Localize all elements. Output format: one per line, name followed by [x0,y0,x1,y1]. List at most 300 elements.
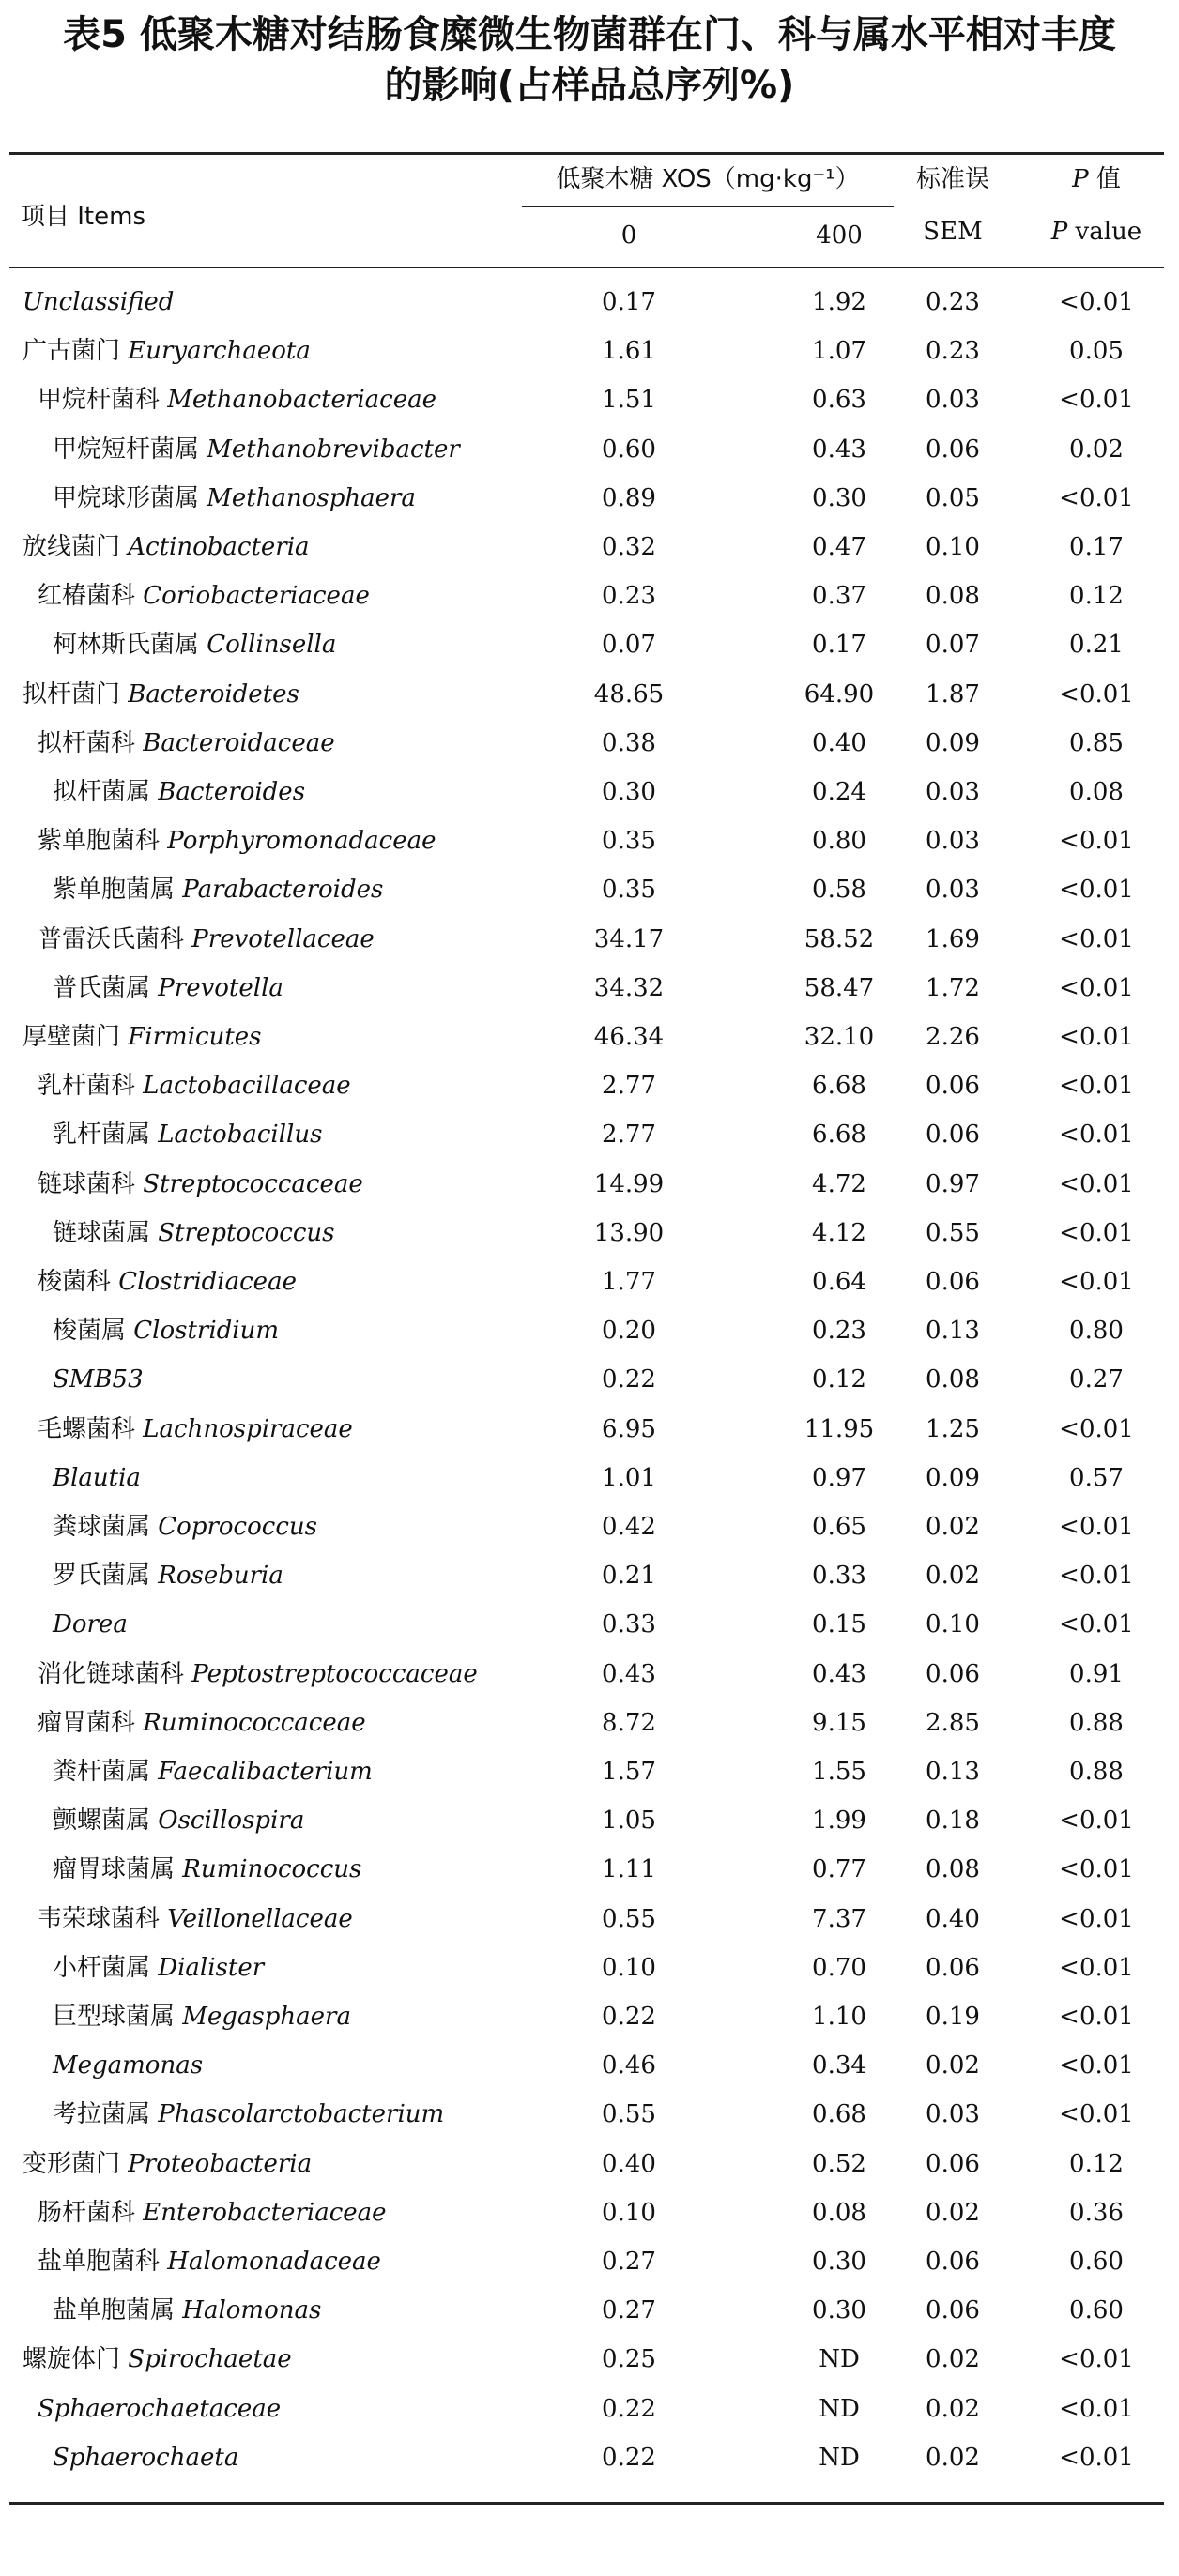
taxon-name [53,1502,317,1551]
xos-400-value: 1.07 [812,337,866,366]
table-row [0,2041,1179,2090]
p-value: <0.01 [1059,1513,1134,1541]
taxon-name-latin: Proteobacteria [128,2149,313,2178]
table-row [0,2188,1179,2237]
header-sem-en: SEM [923,218,983,246]
table-row [0,1600,1179,1649]
taxon-name [23,2335,292,2384]
xos-400-value: 0.30 [812,483,866,512]
taxon-name-latin: Coriobacteriaceae [143,582,370,611]
xos-400-value: 0.15 [812,1610,866,1639]
taxon-name-latin: SMB53 [53,1365,144,1395]
xos-400-value: 11.95 [804,1414,875,1443]
taxon-name-latin: Megasphaera [182,2003,351,2031]
taxon-name-latin: Lachnospiraceae [143,1414,353,1443]
taxon-name-latin: Streptococcus [158,1218,335,1247]
sem-value: 1.72 [926,973,980,1002]
sem-value: 0.13 [926,1317,980,1346]
sem-value: 0.02 [926,1562,980,1591]
sem-value: 0.06 [926,434,980,464]
xos-400-value: 0.30 [812,2248,866,2276]
taxon-name [53,1943,264,1992]
xos-0-value: 0.27 [602,2248,656,2276]
xos-400-value: 0.97 [812,1463,866,1492]
table-row [0,1160,1179,1209]
p-value: <0.01 [1059,2394,1134,2423]
xos-0-value: 0.10 [602,2198,656,2227]
taxon-name-cn: 紫单胞菌属 [53,876,183,905]
table-row [0,1845,1179,1894]
header-items-label: 项目 Items [21,203,145,231]
taxon-name [53,865,383,914]
taxon-name-latin: Spirochaetae [128,2345,292,2374]
xos-0-value: 0.43 [602,1659,656,1688]
sem-value: 0.40 [926,1904,980,1933]
p-value: <0.01 [1059,2100,1134,2129]
xos-0-value: 0.22 [602,2394,656,2423]
taxon-name-latin: Sphaerochaetaceae [38,2394,282,2423]
taxon-name-cn: 拟杆菌门 [23,679,129,709]
taxon-name-cn: 罗氏菌属 [53,1562,159,1591]
sem-value: 0.09 [926,1463,980,1492]
taxon-name-cn: 链球菌科 [38,1169,144,1198]
sem-value: 1.69 [926,924,980,953]
p-value: <0.01 [1059,2051,1134,2081]
xos-0-value: 0.07 [602,631,656,660]
table-row [0,1551,1179,1600]
sem-value: 0.02 [926,1513,980,1541]
p-value: <0.01 [1059,973,1134,1002]
xos-400-value: 0.17 [812,631,866,660]
taxon-name-latin: Ruminococcaceae [143,1708,366,1737]
taxon-name [53,2286,321,2335]
xos-0-value: 0.46 [602,2051,656,2081]
xos-0-value: 0.32 [602,533,656,561]
sem-value: 0.06 [926,1953,980,1982]
xos-400-value: 0.34 [812,2051,866,2081]
xos-400-value: 0.30 [812,2296,866,2325]
taxon-name-latin: Parabacteroides [182,876,384,905]
taxon-name-cn: 巨型球菌属 [53,2003,183,2031]
p-value: 0.08 [1069,778,1124,806]
taxon-name-latin: Halomonas [182,2296,322,2325]
taxon-name-cn: 盐单胞菌属 [53,2296,183,2325]
taxon-name-latin: Bacteroidetes [128,679,299,709]
taxon-name [53,2041,203,2090]
taxon-name-cn: 瘤胃菌科 [38,1708,144,1737]
taxon-name [38,1061,351,1110]
sem-value: 1.25 [926,1414,980,1443]
xos-0-value: 13.90 [593,1218,665,1247]
table-row [0,1895,1179,1943]
table-row [0,327,1179,375]
taxon-name-latin: Bacteroides [158,778,306,806]
header-xos-label: 低聚木糖 XOS（mg·kg⁻¹） [556,165,860,193]
table-row [0,620,1179,669]
xos-0-value: 1.11 [602,1855,656,1884]
header-p-en-label: value [1067,218,1142,246]
taxon-name [53,620,336,669]
p-value: <0.01 [1059,1610,1134,1639]
p-value: 0.12 [1069,2149,1124,2178]
taxon-name-latin: Lactobacillaceae [143,1072,351,1101]
xos-400-value: 0.65 [812,1513,866,1541]
p-value: <0.01 [1059,827,1134,856]
xos-0-value: 2.77 [602,1120,656,1150]
sem-value: 0.03 [926,2100,980,2129]
xos-400-value: 1.10 [812,2003,866,2031]
taxon-name-latin: Methanobacteriaceae [167,386,436,415]
table-row [0,1013,1179,1061]
table-row [0,1355,1179,1404]
taxon-name-cn: 拟杆菌属 [53,778,159,806]
taxon-name [53,1454,141,1502]
taxon-name-latin: Faecalibacterium [158,1758,373,1786]
sem-value: 0.07 [926,631,980,660]
taxon-name-latin: Ruminococcus [182,1855,362,1884]
taxon-name-latin: Dorea [53,1610,128,1639]
xos-400-value: 0.64 [812,1268,866,1296]
p-value: <0.01 [1059,1023,1134,1051]
taxon-name-cn: 消化链球菌科 [38,1659,192,1688]
sem-value: 0.02 [926,2345,980,2374]
p-value: <0.01 [1059,386,1134,415]
taxon-name [38,375,436,424]
taxon-name-latin: Oscillospira [158,1806,305,1836]
header-xos-0: 0 [620,221,637,250]
sem-value: 0.06 [926,2248,980,2276]
xos-0-value: 0.42 [602,1513,656,1541]
taxon-name [38,915,375,964]
taxon-name-latin: Unclassified [23,288,175,316]
xos-0-value: 0.38 [602,728,656,757]
table-row [0,1061,1179,1110]
xos-0-value: 48.65 [593,679,665,709]
taxon-name-cn: 梭菌属 [53,1317,134,1346]
taxon-name-latin: Clostridium [133,1317,280,1346]
p-value: <0.01 [1059,924,1134,953]
sem-value: 0.13 [926,1758,980,1786]
taxon-name [53,1110,322,1159]
xos-400-value: 0.68 [812,2100,866,2129]
taxon-name-latin: Prevotella [158,973,283,1002]
xos-400-value: 0.70 [812,1953,866,1982]
xos-400-value: 0.43 [812,1659,866,1688]
taxon-name-cn: 甲烷短杆菌属 [53,434,207,464]
taxon-name-latin: Roseburia [158,1562,283,1591]
p-value: <0.01 [1059,2003,1134,2031]
sem-value: 0.06 [926,1659,980,1688]
sem-value: 0.18 [926,1806,980,1836]
sem-value: 0.97 [926,1169,980,1198]
sem-value: 0.55 [926,1218,980,1247]
p-value: 0.02 [1069,434,1124,464]
xos-400-value: 58.47 [804,973,875,1002]
table-row [0,2385,1179,2433]
table-row [0,1454,1179,1502]
taxon-name [53,1992,351,2041]
taxon-name-cn: 乳杆菌科 [38,1072,144,1101]
xos-400-value: ND [819,2345,860,2374]
p-value: <0.01 [1059,1904,1134,1933]
taxon-name-latin: Enterobacteriaceae [143,2198,387,2227]
table-row [0,1796,1179,1845]
xos-400-value: 4.12 [812,1218,866,1247]
taxon-name-latin: Megamonas [53,2051,204,2081]
taxon-name-latin: Peptostreptococcaceae [191,1659,478,1688]
header-p-cn-italic: P [1072,165,1089,193]
sem-value: 0.03 [926,778,980,806]
xos-0-value: 0.89 [602,483,656,512]
taxon-name [23,327,311,375]
p-value: 0.17 [1069,533,1124,561]
taxon-name-cn: 链球菌属 [53,1218,159,1247]
taxon-name-cn: 厚壁菌门 [23,1023,129,1051]
xos-0-value: 2.77 [602,1072,656,1101]
taxon-name [38,1405,353,1454]
p-value: <0.01 [1059,2443,1134,2472]
p-value: 0.57 [1069,1463,1124,1492]
taxon-name-latin: Firmicutes [128,1023,262,1051]
sem-value: 0.08 [926,1365,980,1395]
p-value: 0.88 [1069,1758,1124,1786]
taxon-name-cn: 普雷沃氏菌科 [38,924,192,953]
xos-400-value: 6.68 [812,1072,866,1101]
table-row [0,1943,1179,1992]
sem-value: 0.02 [926,2394,980,2423]
taxon-name-latin: Lactobacillus [158,1120,323,1150]
taxon-name-cn: 甲烷杆菌科 [38,386,168,415]
p-value: <0.01 [1059,1268,1134,1296]
xos-0-value: 1.57 [602,1758,656,1786]
taxon-name [53,2433,238,2482]
sem-value: 0.10 [926,533,980,561]
taxon-name-cn: 梭菌科 [38,1268,119,1296]
table-row [0,2140,1179,2188]
taxon-name [38,1650,478,1699]
taxon-name-latin: Collinsella [207,631,337,660]
xos-400-value: 0.23 [812,1317,866,1346]
xos-400-value: 0.80 [812,827,866,856]
table-row [0,670,1179,719]
taxon-name-cn: 瘤胃球菌属 [53,1855,183,1884]
sem-value: 0.03 [926,386,980,415]
taxon-name-cn: 小杆菌属 [53,1953,159,1982]
table-row [0,474,1179,523]
xos-0-value: 0.22 [602,2003,656,2031]
p-value: <0.01 [1059,1953,1134,1982]
sem-value: 0.08 [926,582,980,611]
taxon-name-latin: Actinobacteria [128,533,310,561]
taxon-name [53,964,283,1013]
p-value: <0.01 [1059,1806,1134,1836]
table-row [0,2433,1179,2482]
table-row [0,1110,1179,1159]
xos-0-value: 0.23 [602,582,656,611]
xos-400-value: 0.24 [812,778,866,806]
sem-value: 0.05 [926,483,980,512]
sem-value: 0.06 [926,1120,980,1150]
table-row [0,278,1179,327]
xos-400-value: 0.77 [812,1855,866,1884]
sem-value: 0.02 [926,2198,980,2227]
taxon-name-latin: Methanobrevibacter [207,434,460,464]
xos-400-value: ND [819,2443,860,2472]
xos-0-value: 34.17 [593,924,665,953]
taxon-name-latin: Coprococcus [158,1513,317,1541]
taxon-name-cn: 肠杆菌科 [38,2198,144,2227]
taxon-name-cn: 乳杆菌属 [53,1120,159,1150]
taxon-name-latin: Euryarchaeota [128,337,311,366]
sem-value: 0.02 [926,2443,980,2472]
taxon-name [38,2237,381,2286]
xos-0-value: 0.40 [602,2149,656,2178]
table-row [0,1699,1179,1747]
taxon-name [38,1160,363,1209]
table-row [0,1258,1179,1306]
table-row [0,1405,1179,1454]
xos-400-value: 0.40 [812,728,866,757]
taxon-name-cn: 毛螺菌科 [38,1414,144,1443]
taxon-name [38,572,370,620]
table-row [0,964,1179,1013]
xos-400-value: ND [819,2394,860,2423]
xos-0-value: 0.25 [602,2345,656,2374]
taxon-name [53,474,416,523]
xos-0-value: 1.77 [602,1268,656,1296]
taxon-name-latin: Prevotellaceae [191,924,375,953]
xos-400-value: 0.12 [812,1365,866,1395]
xos-0-value: 1.01 [602,1463,656,1492]
xos-400-value: 1.92 [812,288,866,316]
header-p-cn-label: 值 [1088,165,1121,193]
taxon-name-cn: 粪球菌属 [53,1513,159,1541]
sem-value: 0.06 [926,2296,980,2325]
table-row [0,2335,1179,2384]
taxon-name-latin: Clostridiaceae [118,1268,297,1296]
xos-400-value: 0.33 [812,1562,866,1591]
header-xos-400: 400 [816,221,863,250]
xos-0-value: 0.20 [602,1317,656,1346]
xos-0-value: 0.35 [602,827,656,856]
xos-0-value: 0.17 [602,288,656,316]
xos-400-value: 9.15 [812,1708,866,1737]
table-row [0,915,1179,964]
taxon-name [23,670,299,719]
sem-value: 2.85 [926,1708,980,1737]
taxon-name-latin: Sphaerochaeta [53,2443,239,2472]
taxon-name [38,1699,366,1747]
sem-value: 0.23 [926,337,980,366]
taxon-name-cn: 颤螺菌属 [53,1806,159,1836]
taxon-name-cn: 紫单胞菌科 [38,827,168,856]
xos-0-value: 0.27 [602,2296,656,2325]
xos-400-value: 58.52 [804,924,875,953]
taxon-name [53,1796,304,1845]
xos-400-value: 32.10 [804,1023,875,1051]
xos-0-value: 34.32 [593,973,665,1002]
p-value: 0.88 [1069,1708,1124,1737]
taxon-name-latin: Halomonadaceae [167,2248,381,2276]
taxon-name [23,278,174,327]
taxon-name [53,1600,128,1649]
taxon-name-cn: 柯林斯氏菌属 [53,631,207,660]
taxon-name-cn: 甲烷球形菌属 [53,483,207,512]
xos-400-value: 0.58 [812,876,866,905]
taxon-name-latin: Bacteroidaceae [143,728,335,757]
taxon-name [53,1747,373,1796]
table-row [0,1747,1179,1796]
taxon-name [38,816,436,865]
taxon-name [53,2090,444,2139]
table-row [0,768,1179,816]
taxon-name-cn: 拟杆菌科 [38,728,144,757]
table-row [0,2237,1179,2286]
taxon-name-latin: Streptococcaceae [143,1169,363,1198]
p-value: 0.27 [1069,1365,1124,1395]
table-row [0,2090,1179,2139]
table-row [0,1209,1179,1258]
taxon-name-cn: 广古菌门 [23,337,129,366]
taxon-name [23,1013,262,1061]
p-value: <0.01 [1059,1169,1134,1198]
xos-400-value: 0.47 [812,533,866,561]
taxon-name-cn: 变形菌门 [23,2149,129,2178]
taxon-name [53,1209,335,1258]
taxon-name [53,1306,279,1355]
table-title-line-1: 表5 低聚木糖对结肠食糜微生物菌群在门、科与属水平相对丰度 [63,13,1116,56]
p-value: 0.36 [1069,2198,1124,2227]
taxon-name-latin: Phascolarctobacterium [158,2100,445,2129]
xos-0-value: 46.34 [593,1023,665,1051]
taxon-name [53,768,305,816]
xos-0-value: 0.30 [602,778,656,806]
header-p-en-italic: P [1050,218,1068,246]
xos-0-value: 0.22 [602,1365,656,1395]
taxon-name-cn: 粪杆菌属 [53,1758,159,1786]
sem-value: 0.23 [926,288,980,316]
p-value: 0.21 [1069,631,1124,660]
taxon-name-latin: Blautia [53,1463,141,1492]
xos-0-value: 0.35 [602,876,656,905]
xos-400-value: 7.37 [812,1904,866,1933]
taxon-name-cn: 韦荣球菌科 [38,1904,168,1933]
table-row [0,1502,1179,1551]
sem-value: 0.03 [926,876,980,905]
taxon-name-cn: 考拉菌属 [53,2100,159,2129]
taxon-name [23,2140,312,2188]
taxon-name-cn: 盐单胞菌科 [38,2248,168,2276]
p-value: 0.80 [1069,1317,1124,1346]
xos-400-value: 1.99 [812,1806,866,1836]
p-value: <0.01 [1059,2345,1134,2374]
p-value: <0.01 [1059,1855,1134,1884]
xos-0-value: 0.55 [602,1904,656,1933]
p-value: 0.12 [1069,582,1124,611]
xos-400-value: 0.37 [812,582,866,611]
xos-0-value: 0.10 [602,1953,656,1982]
xos-400-value: 0.43 [812,434,866,464]
p-value: 0.91 [1069,1659,1124,1688]
table-row [0,1992,1179,2041]
taxon-name [38,1895,353,1943]
xos-0-value: 6.95 [602,1414,656,1443]
taxon-name-latin: Veillonellaceae [167,1904,353,1933]
p-value: <0.01 [1059,1414,1134,1443]
sem-value: 0.06 [926,1268,980,1296]
xos-0-value: 8.72 [602,1708,656,1737]
table-row [0,425,1179,474]
